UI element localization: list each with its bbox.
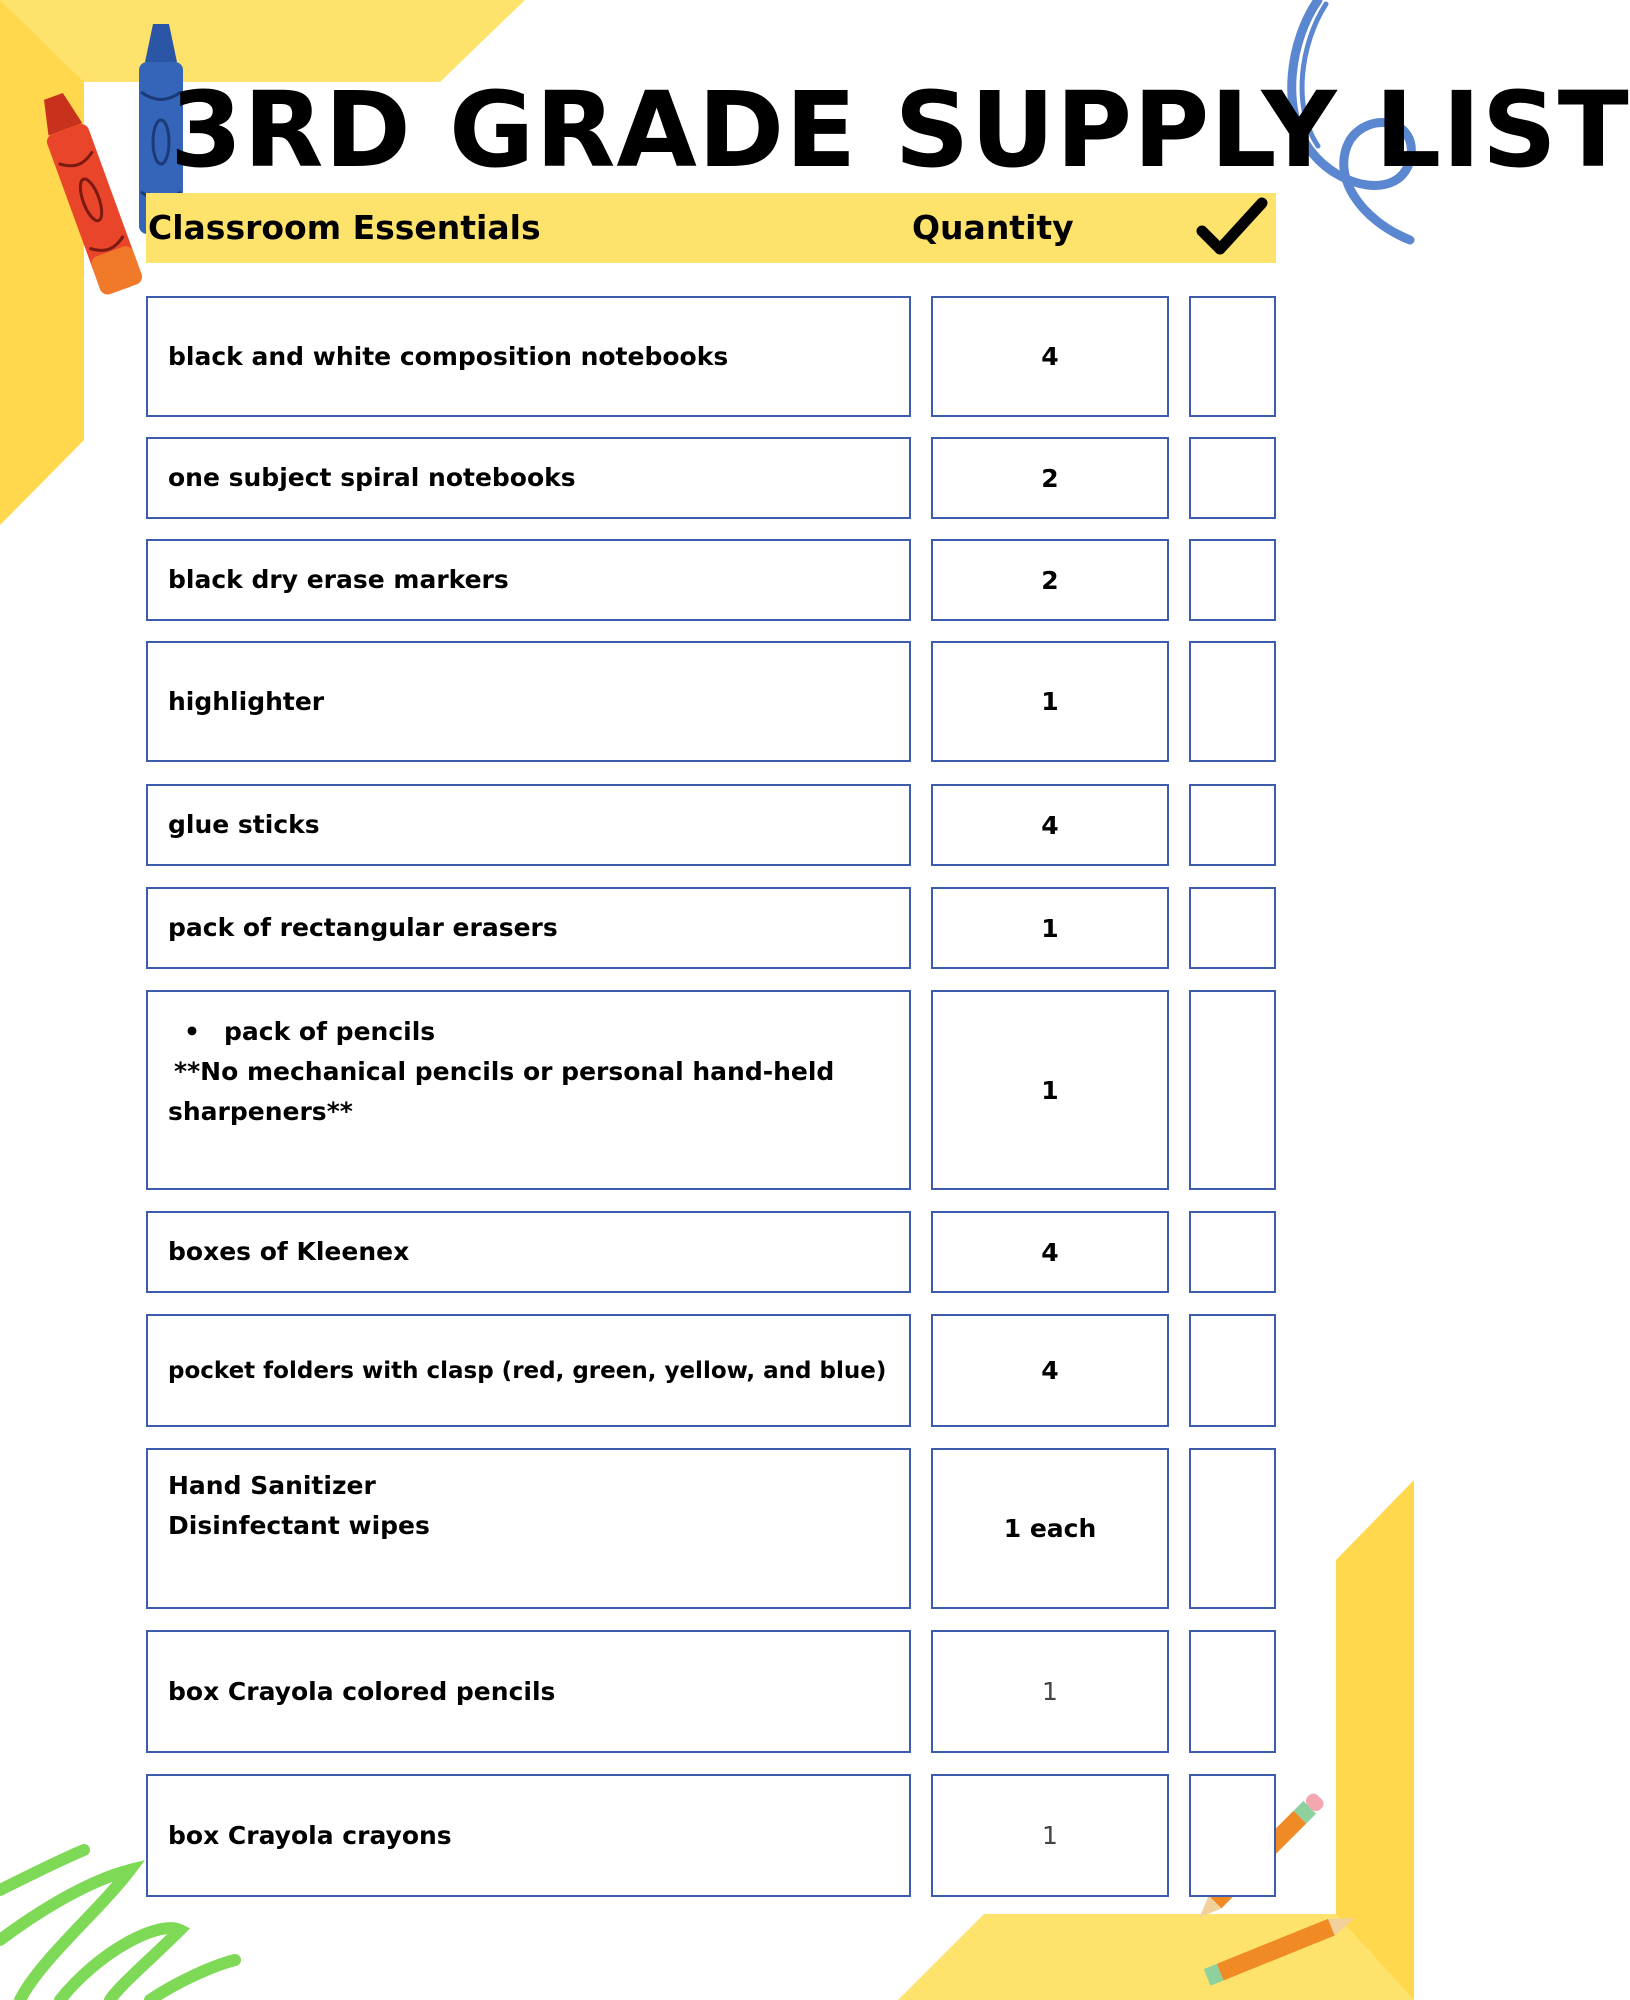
item-cell [146,641,911,762]
quantity-cell [931,784,1169,866]
item-cell [146,1774,911,1897]
page-title: 3RD GRADE SUPPLY LIST [170,69,1630,191]
quantity-value: 2 [1041,463,1059,493]
quantity-cell [931,1774,1169,1897]
quantity-value: 4 [1041,1237,1059,1267]
checkbox[interactable] [1189,1314,1276,1427]
item-name: highlighter [168,686,325,716]
red-crayon-icon [30,85,150,310]
checkbox[interactable] [1189,887,1276,969]
item-name: Disinfectant wipes [168,1511,430,1540]
header-quantity-label: Quantity [912,208,1074,247]
table-row [146,539,1276,621]
item-name: pocket folders with clasp (red, green, yellow, and blue) [168,1357,887,1384]
quantity-value: 4 [1041,1356,1059,1385]
quantity-cell [931,887,1169,969]
item-name: pack of rectangular erasers [168,913,558,942]
checkbox[interactable] [1189,990,1276,1190]
item-cell [146,990,911,1190]
item-cell [146,1314,911,1427]
item-bullet-line [168,1012,889,1052]
checkbox[interactable] [1189,1448,1276,1609]
quantity-value: 1 [1041,687,1059,716]
checkbox[interactable] [1189,296,1276,417]
column-header-bar [146,193,1276,263]
quantity-cell [931,1448,1169,1609]
quantity-cell [931,539,1169,621]
checkbox[interactable] [1189,437,1276,519]
item-cell [146,887,911,969]
item-cell [146,784,911,866]
quantity-cell [931,437,1169,519]
item-note: sharpeners** [168,1097,353,1126]
item-cell [146,437,911,519]
checkbox[interactable] [1189,539,1276,621]
bullet-icon: • [184,1017,200,1046]
quantity-value: 4 [1041,342,1059,371]
quantity-value: 1 each [1003,1514,1097,1543]
table-row [146,887,1276,969]
quantity-cell [931,296,1169,417]
item-name: box Crayola crayons [168,1820,452,1850]
table-row [146,641,1276,762]
table-row [146,784,1276,866]
item-note: **No mechanical pencils or personal hand-held [174,1057,835,1086]
quantity-cell [931,1314,1169,1427]
checkbox[interactable] [1189,1211,1276,1293]
checkbox[interactable] [1189,641,1276,762]
table-row [146,990,1276,1190]
item-cell [146,296,911,417]
quantity-value: 1 [1042,1677,1058,1706]
header-item-label: Classroom Essentials [148,208,541,247]
quantity-value: 4 [1041,810,1059,840]
item-name: Hand Sanitizer [168,1471,376,1500]
checkbox[interactable] [1189,784,1276,866]
item-cell [146,1211,911,1293]
item-name: black and white composition notebooks [168,341,729,371]
quantity-cell [931,990,1169,1190]
quantity-value: 1 [1041,913,1059,943]
item-name: glue sticks [168,810,320,839]
item-name: box Crayola colored pencils [168,1676,556,1706]
table-row [146,1448,1276,1609]
table-row [146,1314,1276,1427]
checkmark-icon [1198,197,1266,257]
quantity-value: 2 [1041,565,1059,595]
quantity-value: 1 [1041,1075,1059,1105]
table-row [146,1774,1276,1897]
item-name: black dry erase markers [168,565,509,594]
checkbox[interactable] [1189,1630,1276,1753]
table-row [146,1211,1276,1293]
quantity-cell [931,1630,1169,1753]
item-name: one subject spiral notebooks [168,463,576,492]
item-cell [146,1448,911,1609]
item-name: pack of pencils [224,1017,436,1046]
table-row [146,296,1276,417]
quantity-cell [931,1211,1169,1293]
item-cell [146,539,911,621]
table-row [146,437,1276,519]
quantity-cell [931,641,1169,762]
item-cell [146,1630,911,1753]
item-name: boxes of Kleenex [168,1237,410,1266]
quantity-value: 1 [1042,1821,1058,1850]
checkbox[interactable] [1189,1774,1276,1897]
table-row [146,1630,1276,1753]
